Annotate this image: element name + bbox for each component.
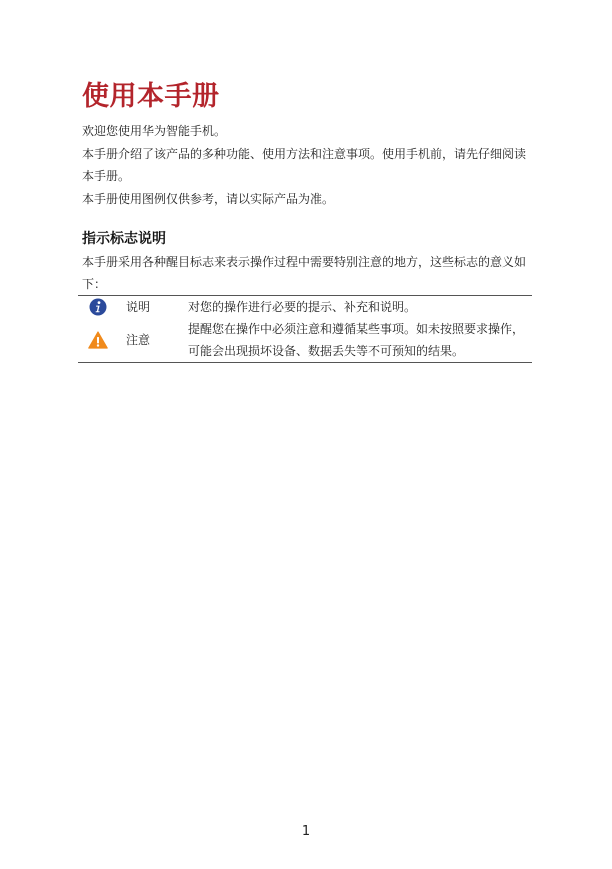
intro-welcome: 欢迎您使用华为智能手机。: [82, 124, 227, 138]
section-description: 本手册采用各种醒目标志来表示操作过程中需要特别注意的地方，这些标志的意义如下：: [82, 255, 527, 291]
intro-disclaimer: 本手册使用图例仅供参考，请以实际产品为准。: [82, 192, 335, 206]
page-number: 1: [301, 824, 311, 839]
page-title: 使用本手册: [82, 81, 220, 112]
notice-text-caution: 提醒您在操作中必须注意和遵循某些事项。如未按照要求操作，可能会出现损坏设备、数据丢失等不可预知的结果。: [188, 322, 525, 358]
notice-row-caution: [78, 318, 532, 362]
info-icon: [78, 296, 118, 318]
notice-text-info: 对您的操作进行必要的提示、补充和说明。: [188, 300, 417, 314]
notice-label-caution: 注意: [126, 333, 151, 347]
section-heading: 指示标志说明: [82, 231, 166, 247]
intro-description: 本手册介绍了该产品的多种功能、使用方法和注意事项。使用手机前，请先仔细阅读本手册。: [82, 147, 527, 183]
notice-table: [78, 295, 532, 363]
notice-label-info: 说明: [126, 300, 151, 314]
warning-icon: [78, 318, 118, 362]
notice-row-info: [78, 296, 532, 318]
